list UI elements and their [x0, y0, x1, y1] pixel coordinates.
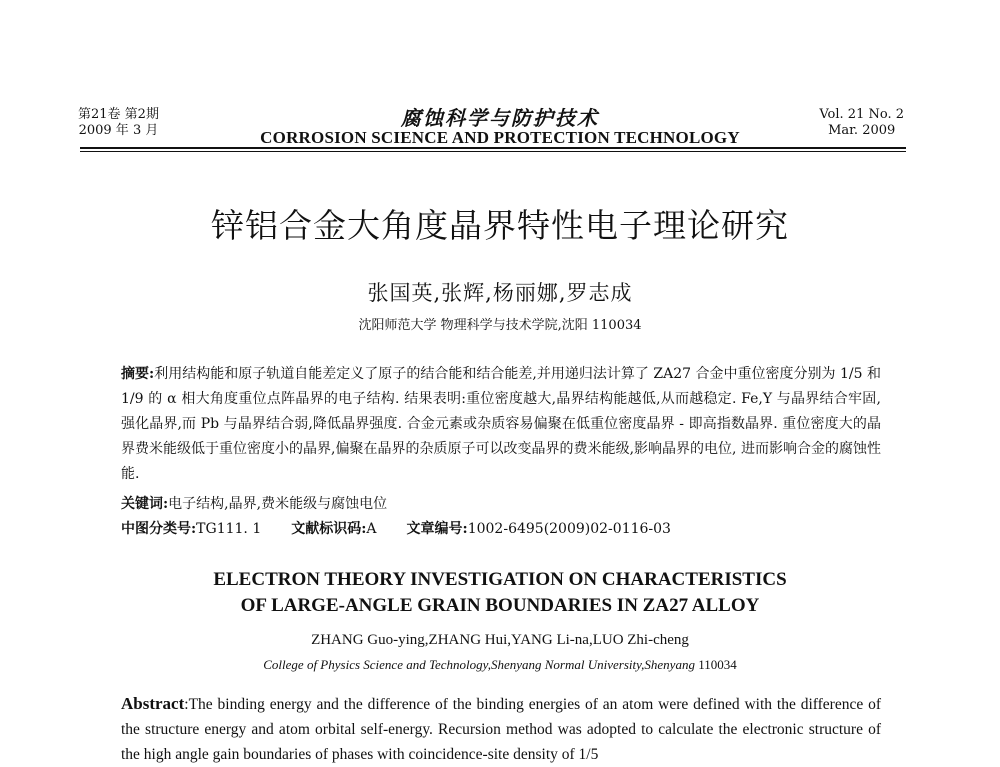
issue-date-cn: 2009 年 3 月 [78, 123, 159, 138]
abstract-en [121, 691, 881, 767]
issue-volume-cn: 第21卷 第2期 [78, 107, 159, 122]
paper-title-en-line1: ELECTRON THEORY INVESTIGATION ON CHARACTERISTICS [213, 569, 787, 590]
doc-code-value: A [366, 521, 377, 537]
abstract-cn [121, 362, 881, 487]
clc-label: 中图分类号: [121, 521, 197, 537]
paper-title-en [0, 567, 1000, 619]
journal-title-cn: 腐蚀科学与防护技术 [401, 106, 599, 130]
affiliation-en-postcode: 110034 [694, 657, 737, 672]
keywords-cn-text: 电子结构,晶界,费米能级与腐蚀电位 [168, 496, 388, 512]
article-number-label: 文章编号: [406, 521, 468, 537]
affiliation-en-institution: College of Physics Science and Technology,Shenyang Normal University,Shenyang [263, 657, 695, 672]
abstract-en-text: The binding energy and the difference of the binding energies of an atom were defined with the difference of the structure energy and atom orbital self-energy. Recursion method was adopted to calculate the electronic structure of the high angle gain boundaries of phases with coincidence-site density of 1/5 [121, 696, 881, 763]
keywords-cn [121, 492, 387, 517]
journal-title-en: CORROSION SCIENCE AND PROTECTION TECHNOLOGY [260, 128, 740, 147]
issue-info-en [819, 107, 904, 139]
issue-date-en: Mar. 2009 [828, 123, 896, 138]
abstract-en-label: Abstract [121, 694, 185, 713]
issue-volume-en: Vol. 21 No. 2 [819, 107, 904, 122]
paper-title-cn: 锌铝合金大角度晶界特性电子理论研究 [211, 206, 789, 245]
authors-cn: 张国英,张辉,杨丽娜,罗志成 [367, 281, 633, 305]
affiliation-en [0, 657, 1000, 673]
abstract-cn-label: 摘要: [121, 366, 155, 382]
authors-en: ZHANG Guo-ying,ZHANG Hui,YANG Li-na,LUO Zhi-cheng [311, 632, 689, 648]
keywords-cn-label: 关键词: [121, 496, 169, 512]
doc-code-label: 文献标识码: [291, 521, 367, 537]
abstract-cn-text: 利用结构能和原子轨道自能差定义了原子的结合能和结合能差,并用递归法计算了 ZA27 合金中重位密度分别为 1/5 和 1/9 的 α 相大角度重位点阵晶界的电子结构. 结果表明:重位密度越大,晶界结构能越低,从而越稳定. Fe,Y 与晶界结合牢固,强化晶界,而 Pb 与晶界结合弱,降低晶界强度. 合金元素或杂质容易偏聚在低重位密度晶界 - 即高指数晶界. 重位密度大的晶界费米能级低于重位密度小的晶界,偏聚在晶界的杂质原子可以改变晶界的费米能级,影响晶界的电位, 进而影响合金的腐蚀性能. [121, 366, 881, 482]
paper-title-en-line2: OF LARGE-ANGLE GRAIN BOUNDARIES IN ZA27 ALLOY [240, 595, 760, 616]
clc-value: TG111. 1 [196, 521, 262, 537]
abstract-en-separator: : [184, 696, 189, 713]
classification-cn [121, 517, 671, 542]
header-rule-thick [80, 147, 906, 149]
header-rule-thin [80, 151, 906, 152]
article-number-value: 1002-6495(2009)02-0116-03 [467, 521, 671, 537]
affiliation-cn: 沈阳师范大学 物理科学与技术学院,沈阳 110034 [358, 318, 642, 333]
